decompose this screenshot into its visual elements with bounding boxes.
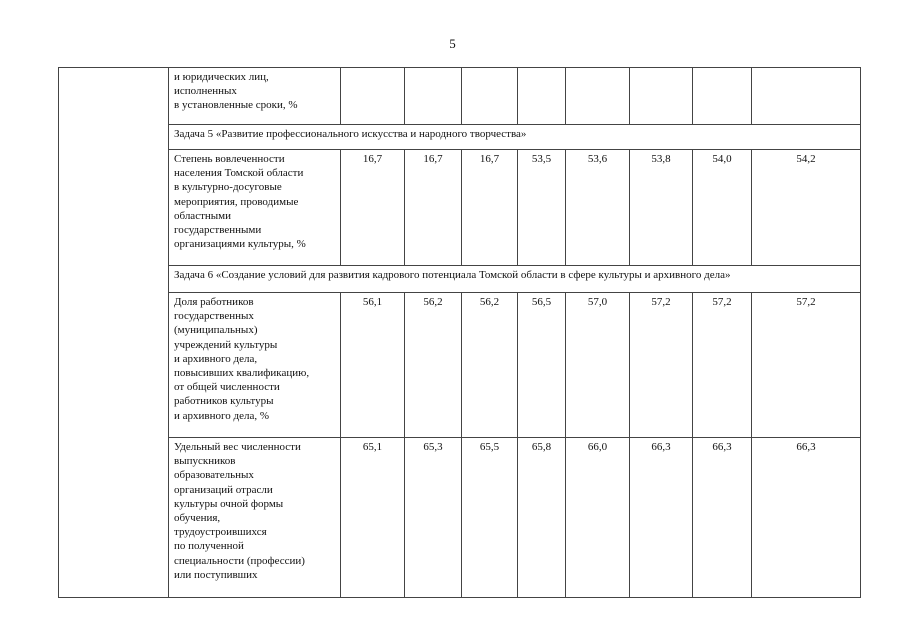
value-cell: 54,0 <box>693 150 752 266</box>
value-cell: 16,7 <box>462 150 518 266</box>
value-cell: 16,7 <box>341 150 405 266</box>
value-cell: 57,2 <box>752 293 861 438</box>
value-cell: 57,2 <box>693 293 752 438</box>
value-cell: 53,5 <box>518 150 566 266</box>
value-cell: 56,1 <box>341 293 405 438</box>
value-cell: 66,3 <box>752 438 861 598</box>
value-cell: 56,5 <box>518 293 566 438</box>
value-cell: 53,8 <box>630 150 693 266</box>
value-cell: 56,2 <box>405 293 462 438</box>
value-cell: 66,3 <box>630 438 693 598</box>
indicator-label: Удельный вес численности выпускников образовательных организаций отрасли культуры очной формы обучения, трудоустроившихся по полученной специальности (профессии) или поступивших <box>169 438 341 598</box>
table-row <box>59 68 861 125</box>
table-row <box>59 438 861 598</box>
value-cell <box>630 68 693 125</box>
value-cell <box>752 68 861 125</box>
value-cell: 65,1 <box>341 438 405 598</box>
value-cell: 65,8 <box>518 438 566 598</box>
value-cell: 66,0 <box>566 438 630 598</box>
value-cell <box>462 68 518 125</box>
value-cell <box>405 68 462 125</box>
value-cell: 16,7 <box>405 150 462 266</box>
table-row <box>59 150 861 266</box>
table-row <box>59 293 861 438</box>
task-heading: Задача 6 «Создание условий для развития кадрового потенциала Томской области в сфере культуры и архивного дела» <box>169 266 861 293</box>
value-cell: 65,5 <box>462 438 518 598</box>
value-cell <box>693 68 752 125</box>
value-cell <box>518 68 566 125</box>
program-column-cell <box>59 68 169 598</box>
value-cell: 54,2 <box>752 150 861 266</box>
value-cell: 66,3 <box>693 438 752 598</box>
task-heading: Задача 5 «Развитие профессионального искусства и народного творчества» <box>169 125 861 150</box>
task-row <box>59 266 861 293</box>
indicator-label: и юридических лиц, исполненных в установленные сроки, % <box>169 68 341 125</box>
value-cell <box>341 68 405 125</box>
task-row <box>59 125 861 150</box>
indicators-table <box>58 67 861 598</box>
indicator-label: Степень вовлеченности населения Томской области в культурно-досуговые мероприятия, проводимые областными государственными организациями культуры, % <box>169 150 341 266</box>
value-cell: 53,6 <box>566 150 630 266</box>
indicator-label: Доля работников государственных (муниципальных) учреждений культуры и архивного дела, повысивших квалификацию, от общей численности работников культуры и архивного дела, % <box>169 293 341 438</box>
value-cell <box>566 68 630 125</box>
value-cell: 65,3 <box>405 438 462 598</box>
page-number: 5 <box>449 36 456 51</box>
value-cell: 56,2 <box>462 293 518 438</box>
value-cell: 57,0 <box>566 293 630 438</box>
value-cell: 57,2 <box>630 293 693 438</box>
